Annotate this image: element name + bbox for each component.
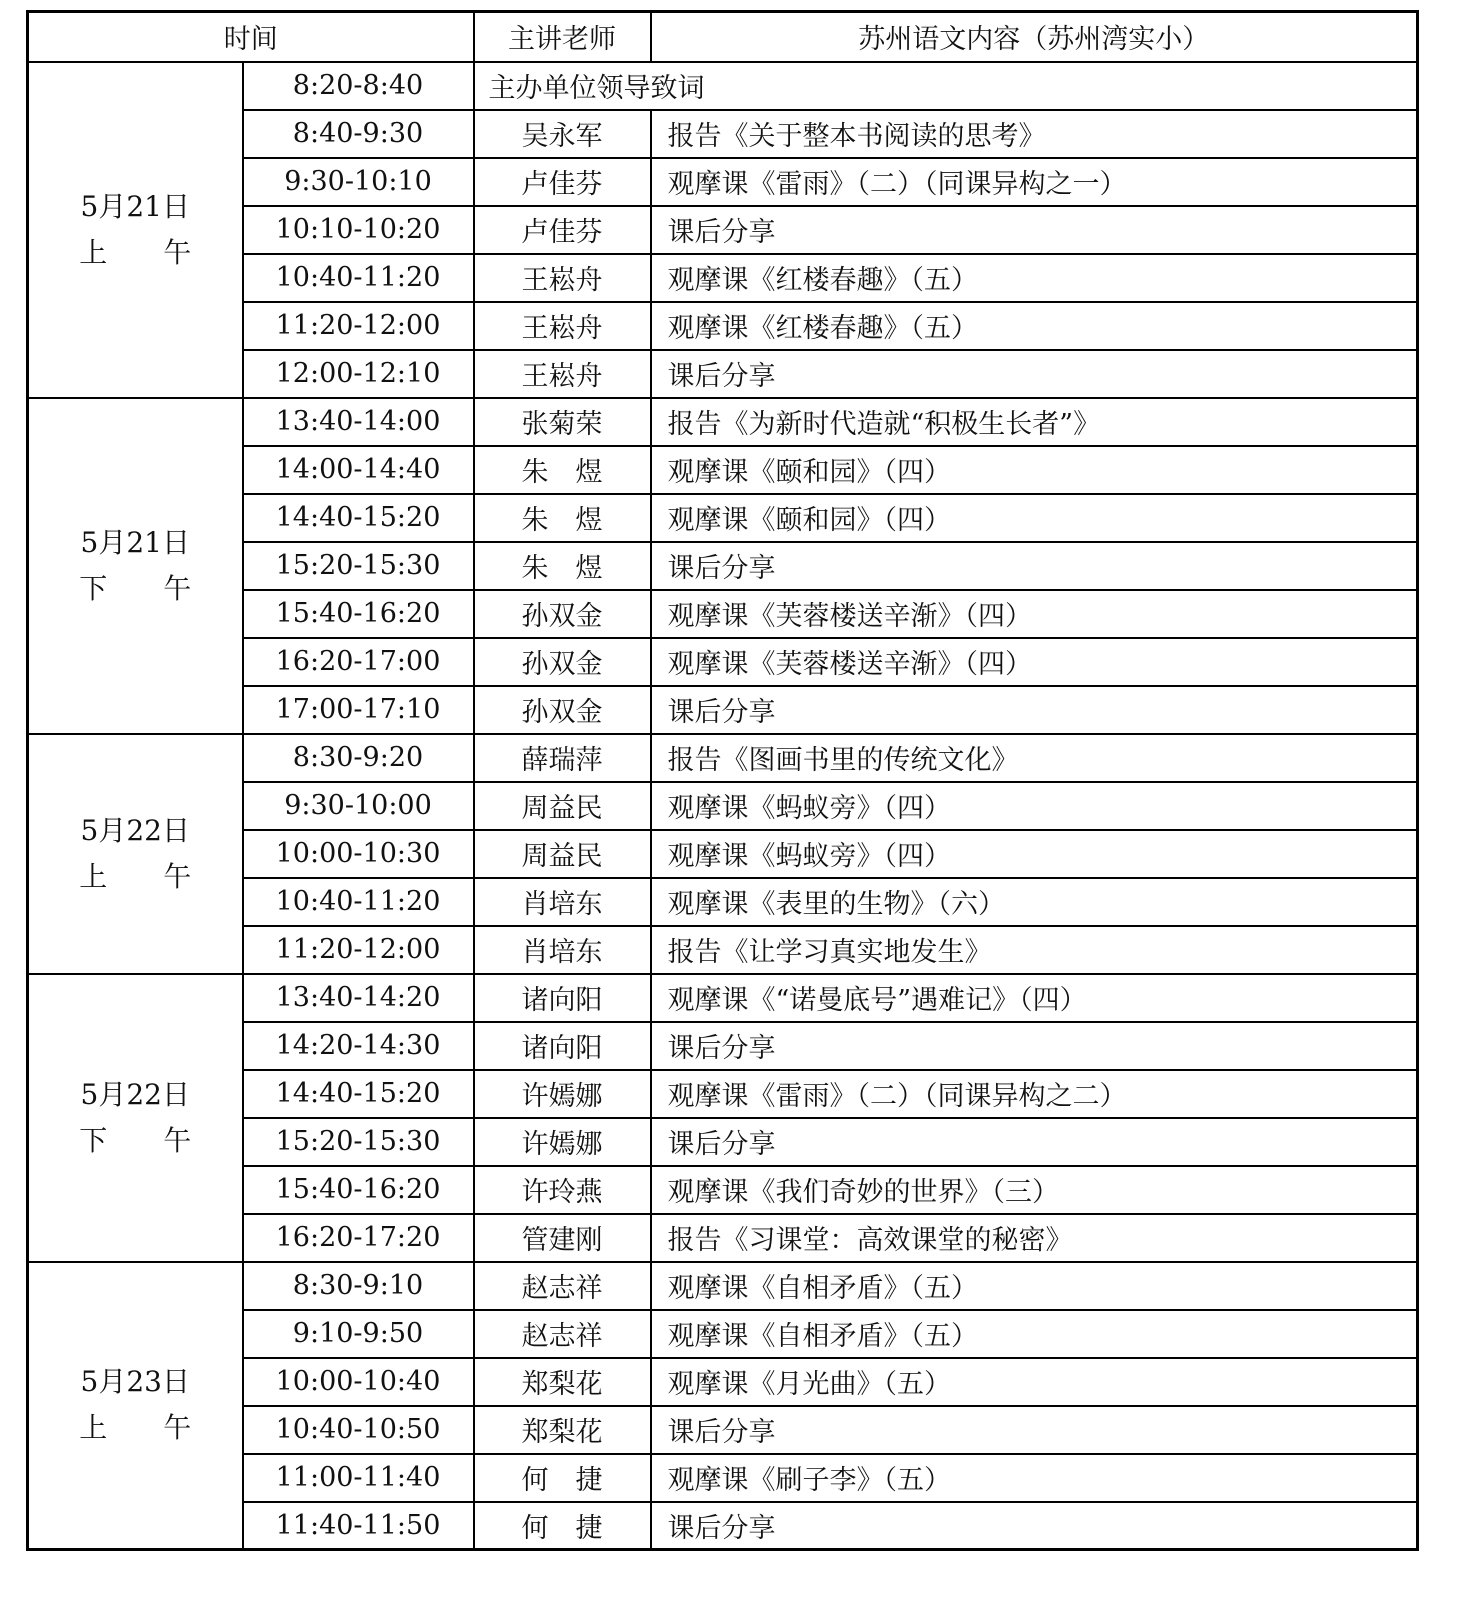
time-cell: 10:10-10:20 [243, 206, 474, 254]
session-date: 5月22日 [80, 1077, 190, 1111]
time-cell: 14:00-14:40 [243, 446, 474, 494]
time-cell: 16:20-17:20 [243, 1214, 474, 1262]
table-row [28, 974, 1418, 1022]
content-cell: 课后分享 [651, 206, 1418, 254]
teacher-cell: 肖培东 [474, 926, 651, 974]
teacher-cell: 孙双金 [474, 638, 651, 686]
content-cell: 课后分享 [651, 542, 1418, 590]
content-cell: 观摩课《芙蓉楼送辛渐》（四） [651, 638, 1418, 686]
teacher-cell: 诸向阳 [474, 974, 651, 1022]
teacher-cell: 何 捷 [474, 1454, 651, 1502]
session-cell [28, 398, 243, 734]
content-cell: 观摩课《表里的生物》（六） [651, 878, 1418, 926]
content-cell: 报告《图画书里的传统文化》 [651, 734, 1418, 782]
session-period: 上 午 [79, 859, 192, 893]
teacher-cell: 管建刚 [474, 1214, 651, 1262]
time-cell: 8:20-8:40 [243, 62, 474, 110]
content-cell: 课后分享 [651, 1118, 1418, 1166]
time-cell: 14:20-14:30 [243, 1022, 474, 1070]
teacher-cell: 张菊荣 [474, 398, 651, 446]
session-period: 上 午 [79, 1411, 192, 1445]
time-cell: 15:20-15:30 [243, 542, 474, 590]
header-teacher: 主讲老师 [474, 12, 651, 62]
content-cell: 观摩课《月光曲》（五） [651, 1358, 1418, 1406]
teacher-cell: 赵志祥 [474, 1262, 651, 1310]
time-cell: 12:00-12:10 [243, 350, 474, 398]
time-cell: 14:40-15:20 [243, 494, 474, 542]
content-cell: 报告《为新时代造就“积极生长者”》 [651, 398, 1418, 446]
teacher-cell: 诸向阳 [474, 1022, 651, 1070]
teacher-cell: 朱 煜 [474, 494, 651, 542]
schedule-table [26, 10, 1419, 1551]
time-cell: 9:30-10:00 [243, 782, 474, 830]
teacher-cell: 何 捷 [474, 1502, 651, 1550]
header-time: 时间 [28, 12, 474, 62]
time-cell: 8:30-9:10 [243, 1262, 474, 1310]
content-cell: 观摩课《芙蓉楼送辛渐》（四） [651, 590, 1418, 638]
content-cell: 报告《让学习真实地发生》 [651, 926, 1418, 974]
session-cell [28, 1262, 243, 1550]
session-cell [28, 62, 243, 398]
content-cell: 观摩课《我们奇妙的世界》（三） [651, 1166, 1418, 1214]
time-cell: 10:40-11:20 [243, 878, 474, 926]
session-cell [28, 974, 243, 1262]
table-row [28, 734, 1418, 782]
content-cell: 观摩课《自相矛盾》（五） [651, 1262, 1418, 1310]
teacher-cell: 吴永军 [474, 110, 651, 158]
teacher-cell: 孙双金 [474, 686, 651, 734]
content-cell: 课后分享 [651, 350, 1418, 398]
teacher-cell: 周益民 [474, 830, 651, 878]
teacher-cell: 朱 煜 [474, 446, 651, 494]
time-cell: 10:00-10:30 [243, 830, 474, 878]
teacher-cell: 卢佳芬 [474, 206, 651, 254]
time-cell: 15:40-16:20 [243, 590, 474, 638]
content-cell: 主办单位领导致词 [474, 62, 1418, 110]
teacher-cell: 周益民 [474, 782, 651, 830]
content-cell: 观摩课《颐和园》（四） [651, 494, 1418, 542]
content-cell: 观摩课《蚂蚁旁》（四） [651, 830, 1418, 878]
table-row [28, 398, 1418, 446]
time-cell: 9:10-9:50 [243, 1310, 474, 1358]
teacher-cell: 赵志祥 [474, 1310, 651, 1358]
teacher-cell: 王崧舟 [474, 254, 651, 302]
teacher-cell: 王崧舟 [474, 302, 651, 350]
schedule-body [28, 62, 1418, 1550]
time-cell: 8:30-9:20 [243, 734, 474, 782]
session-period: 下 午 [79, 571, 192, 605]
teacher-cell: 薛瑞萍 [474, 734, 651, 782]
table-row [28, 1262, 1418, 1310]
content-cell: 观摩课《颐和园》（四） [651, 446, 1418, 494]
content-cell: 报告《关于整本书阅读的思考》 [651, 110, 1418, 158]
session-date: 5月21日 [80, 525, 190, 559]
header-content: 苏州语文内容（苏州湾实小） [651, 12, 1418, 62]
teacher-cell: 许嫣娜 [474, 1070, 651, 1118]
content-cell: 观摩课《红楼春趣》（五） [651, 254, 1418, 302]
time-cell: 15:40-16:20 [243, 1166, 474, 1214]
time-cell: 11:40-11:50 [243, 1502, 474, 1550]
content-cell: 观摩课《蚂蚁旁》（四） [651, 782, 1418, 830]
content-cell: 课后分享 [651, 1502, 1418, 1550]
teacher-cell: 卢佳芬 [474, 158, 651, 206]
time-cell: 10:40-11:20 [243, 254, 474, 302]
time-cell: 13:40-14:20 [243, 974, 474, 1022]
session-date: 5月21日 [80, 189, 190, 223]
session-date: 5月23日 [80, 1365, 190, 1399]
time-cell: 11:00-11:40 [243, 1454, 474, 1502]
time-cell: 10:00-10:40 [243, 1358, 474, 1406]
content-cell: 观摩课《雷雨》（二）（同课异构之二） [651, 1070, 1418, 1118]
teacher-cell: 王崧舟 [474, 350, 651, 398]
teacher-cell: 许玲燕 [474, 1166, 651, 1214]
content-cell: 课后分享 [651, 1022, 1418, 1070]
time-cell: 16:20-17:00 [243, 638, 474, 686]
time-cell: 14:40-15:20 [243, 1070, 474, 1118]
session-cell [28, 734, 243, 974]
time-cell: 8:40-9:30 [243, 110, 474, 158]
time-cell: 9:30-10:10 [243, 158, 474, 206]
time-cell: 13:40-14:00 [243, 398, 474, 446]
teacher-cell: 肖培东 [474, 878, 651, 926]
time-cell: 11:20-12:00 [243, 926, 474, 974]
session-period: 上 午 [79, 235, 192, 269]
teacher-cell: 郑梨花 [474, 1358, 651, 1406]
time-cell: 17:00-17:10 [243, 686, 474, 734]
session-period: 下 午 [79, 1123, 192, 1157]
content-cell: 观摩课《自相矛盾》（五） [651, 1310, 1418, 1358]
teacher-cell: 许嫣娜 [474, 1118, 651, 1166]
content-cell: 观摩课《红楼春趣》（五） [651, 302, 1418, 350]
content-cell: 观摩课《雷雨》（二）（同课异构之一） [651, 158, 1418, 206]
content-cell: 报告《习课堂：高效课堂的秘密》 [651, 1214, 1418, 1262]
teacher-cell: 孙双金 [474, 590, 651, 638]
content-cell: 课后分享 [651, 686, 1418, 734]
time-cell: 15:20-15:30 [243, 1118, 474, 1166]
content-cell: 观摩课《刷子李》（五） [651, 1454, 1418, 1502]
content-cell: 观摩课《“诺曼底号”遇难记》（四） [651, 974, 1418, 1022]
teacher-cell: 郑梨花 [474, 1406, 651, 1454]
content-cell: 课后分享 [651, 1406, 1418, 1454]
header-row [28, 12, 1418, 62]
teacher-cell: 朱 煜 [474, 542, 651, 590]
time-cell: 11:20-12:00 [243, 302, 474, 350]
session-date: 5月22日 [80, 813, 190, 847]
table-row [28, 62, 1418, 110]
time-cell: 10:40-10:50 [243, 1406, 474, 1454]
